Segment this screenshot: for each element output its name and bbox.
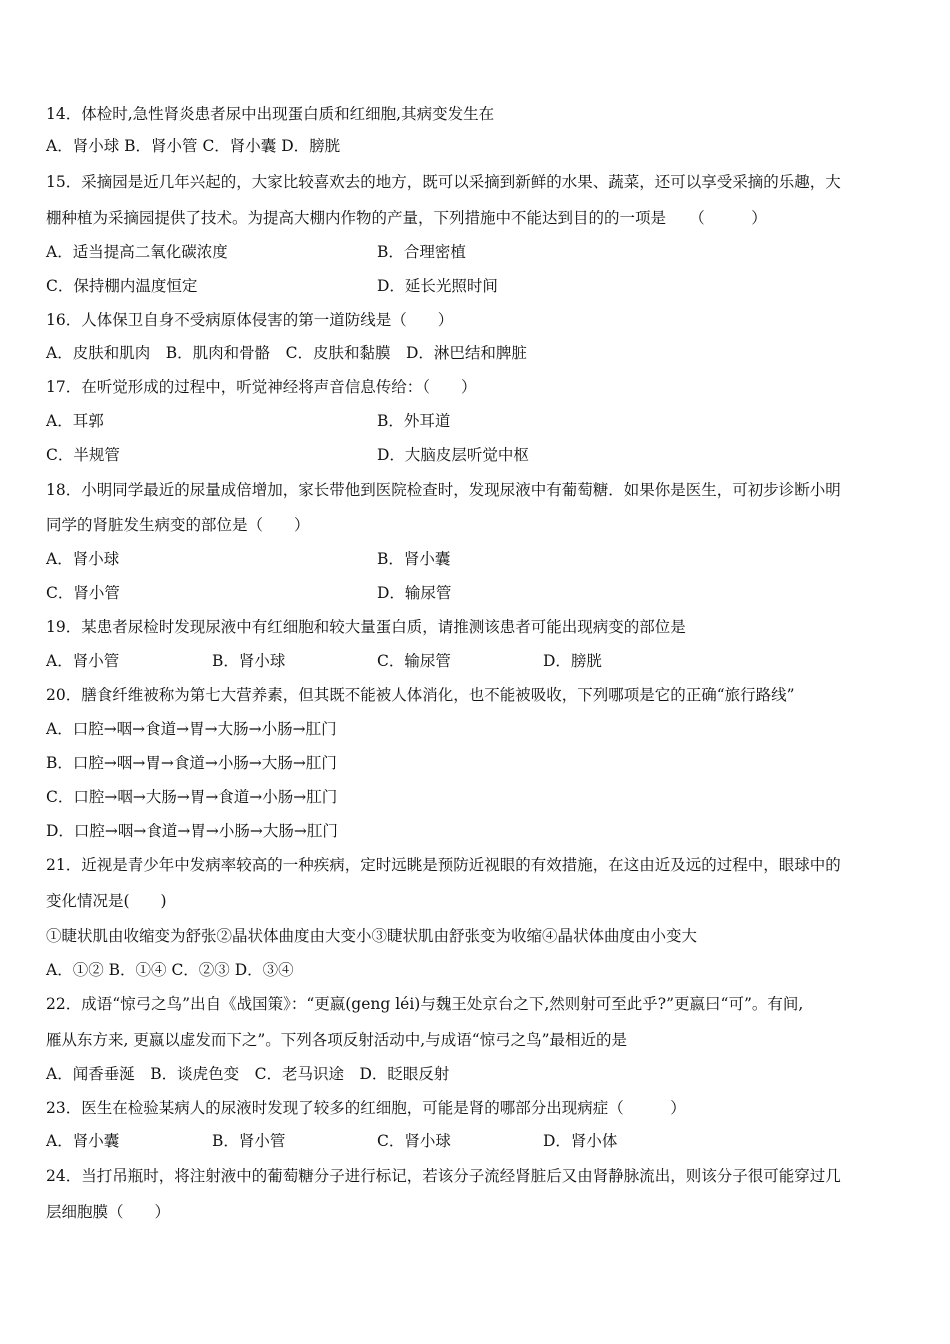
q21-statements: ①睫状肌由收缩变为舒张②晶状体曲度由大变小③睫状肌由舒张变为收缩④晶状体曲度由小变大 — [46, 927, 698, 945]
q17-stem: 17．在听觉形成的过程中，听觉神经将声音信息传给：（ ） — [46, 378, 477, 396]
q19-option-a: A．肾小管 — [46, 652, 120, 670]
q19-option-c: C．输尿管 — [377, 652, 451, 670]
q18-option-b: B．肾小囊 — [377, 550, 451, 568]
q20-option-d: D．口腔→咽→食道→胃→小肠→大肠→肛门 — [46, 822, 338, 840]
q20-stem: 20．膳食纤维被称为第七大营养素，但其既不能被人体消化，也不能被吸收，下列哪项是它的正确“旅行路线” — [46, 686, 795, 704]
q19-option-b: B．肾小球 — [212, 652, 286, 670]
q17-option-a: A．耳郭 — [46, 412, 104, 430]
q23-stem: 23．医生在检验某病人的尿液时发现了较多的红细胞，可能是肾的哪部分出现病症（ ） — [46, 1099, 686, 1117]
q18-option-c: C．肾小管 — [46, 584, 120, 602]
q20-option-a: A．口腔→咽→食道→胃→大肠→小肠→肛门 — [46, 720, 337, 738]
q17-option-d: D．大脑皮层听觉中枢 — [377, 446, 529, 464]
q20-option-b: B．口腔→咽→胃→食道→小肠→大肠→肛门 — [46, 754, 337, 772]
q18-option-a: A．肾小球 — [46, 550, 120, 568]
q22-stem-line2: 雁从东方来, 更嬴以虚发而下之”。下列各项反射活动中,与成语“惊弓之鸟”最相近的是 — [46, 1031, 628, 1049]
q15-option-a: A．适当提高二氧化碳浓度 — [46, 243, 228, 261]
q23-option-d: D．肾小体 — [543, 1132, 618, 1150]
q18-option-d: D．输尿管 — [377, 584, 452, 602]
q23-option-a: A．肾小囊 — [46, 1132, 120, 1150]
q20-option-c: C．口腔→咽→大肠→胃→食道→小肠→肛门 — [46, 788, 338, 806]
q23-option-c: C．肾小球 — [377, 1132, 451, 1150]
q15-stem-line2: 棚种植为采摘园提供了技术。为提高大棚内作物的产量，下列措施中不能达到目的的一项是 （ ） — [46, 209, 767, 227]
q21-stem-line2: 变化情况是( ) — [46, 892, 167, 910]
q18-stem-line1: 18．小明同学最近的尿量成倍增加，家长带他到医院检查时，发现尿液中有葡萄糖．如果你是医生，可初步诊断小明 — [46, 481, 841, 499]
q15-option-d: D．延长光照时间 — [377, 277, 498, 295]
q15-option-c: C．保持棚内温度恒定 — [46, 277, 198, 295]
q16-stem: 16．人体保卫自身不受病原体侵害的第一道防线是（ ） — [46, 311, 454, 329]
q23-option-b: B．肾小管 — [212, 1132, 286, 1150]
q18-stem-line2: 同学的肾脏发生病变的部位是（ ） — [46, 516, 310, 534]
q22-stem-line1: 22．成语“惊弓之鸟”出自《战国策》：“更嬴(geng léi)与魏王处京台之下,然则射可至此乎?”更嬴曰“可”。有间, — [46, 995, 804, 1013]
q21-stem-line1: 21．近视是青少年中发病率较高的一种疾病，定时远眺是预防近视眼的有效措施，在这由近及远的过程中，眼球中的 — [46, 856, 841, 874]
q24-stem-line2: 层细胞膜（ ） — [46, 1203, 171, 1221]
q14-stem: 14．体检时,急性肾炎患者尿中出现蛋白质和红细胞,其病变发生在 — [46, 105, 495, 123]
q17-option-c: C．半规管 — [46, 446, 120, 464]
q16-options: A．皮肤和肌肉 B．肌肉和骨骼 C．皮肤和黏膜 D．淋巴结和脾脏 — [46, 344, 527, 362]
q14-options: A．肾小球 B．肾小管 C．肾小囊 D．膀胱 — [46, 137, 341, 155]
q15-stem-line1: 15．采摘园是近几年兴起的，大家比较喜欢去的地方，既可以采摘到新鲜的水果、蔬菜，还可以享受采摘的乐趣，大 — [46, 173, 841, 191]
q19-stem: 19．某患者尿检时发现尿液中有红细胞和较大量蛋白质，请推测该患者可能出现病变的部位是 — [46, 618, 686, 636]
q21-options: A．①② B．①④ C．②③ D．③④ — [46, 961, 294, 979]
q15-option-b: B．合理密植 — [377, 243, 466, 261]
q19-option-d: D．膀胱 — [543, 652, 602, 670]
q17-option-b: B．外耳道 — [377, 412, 451, 430]
q22-options: A．闻香垂涎 B．谈虎色变 C．老马识途 D．眨眼反射 — [46, 1065, 450, 1083]
q24-stem-line1: 24．当打吊瓶时，将注射液中的葡萄糖分子进行标记，若该分子流经肾脏后又由肾静脉流出，则该分子很可能穿过几 — [46, 1167, 841, 1185]
